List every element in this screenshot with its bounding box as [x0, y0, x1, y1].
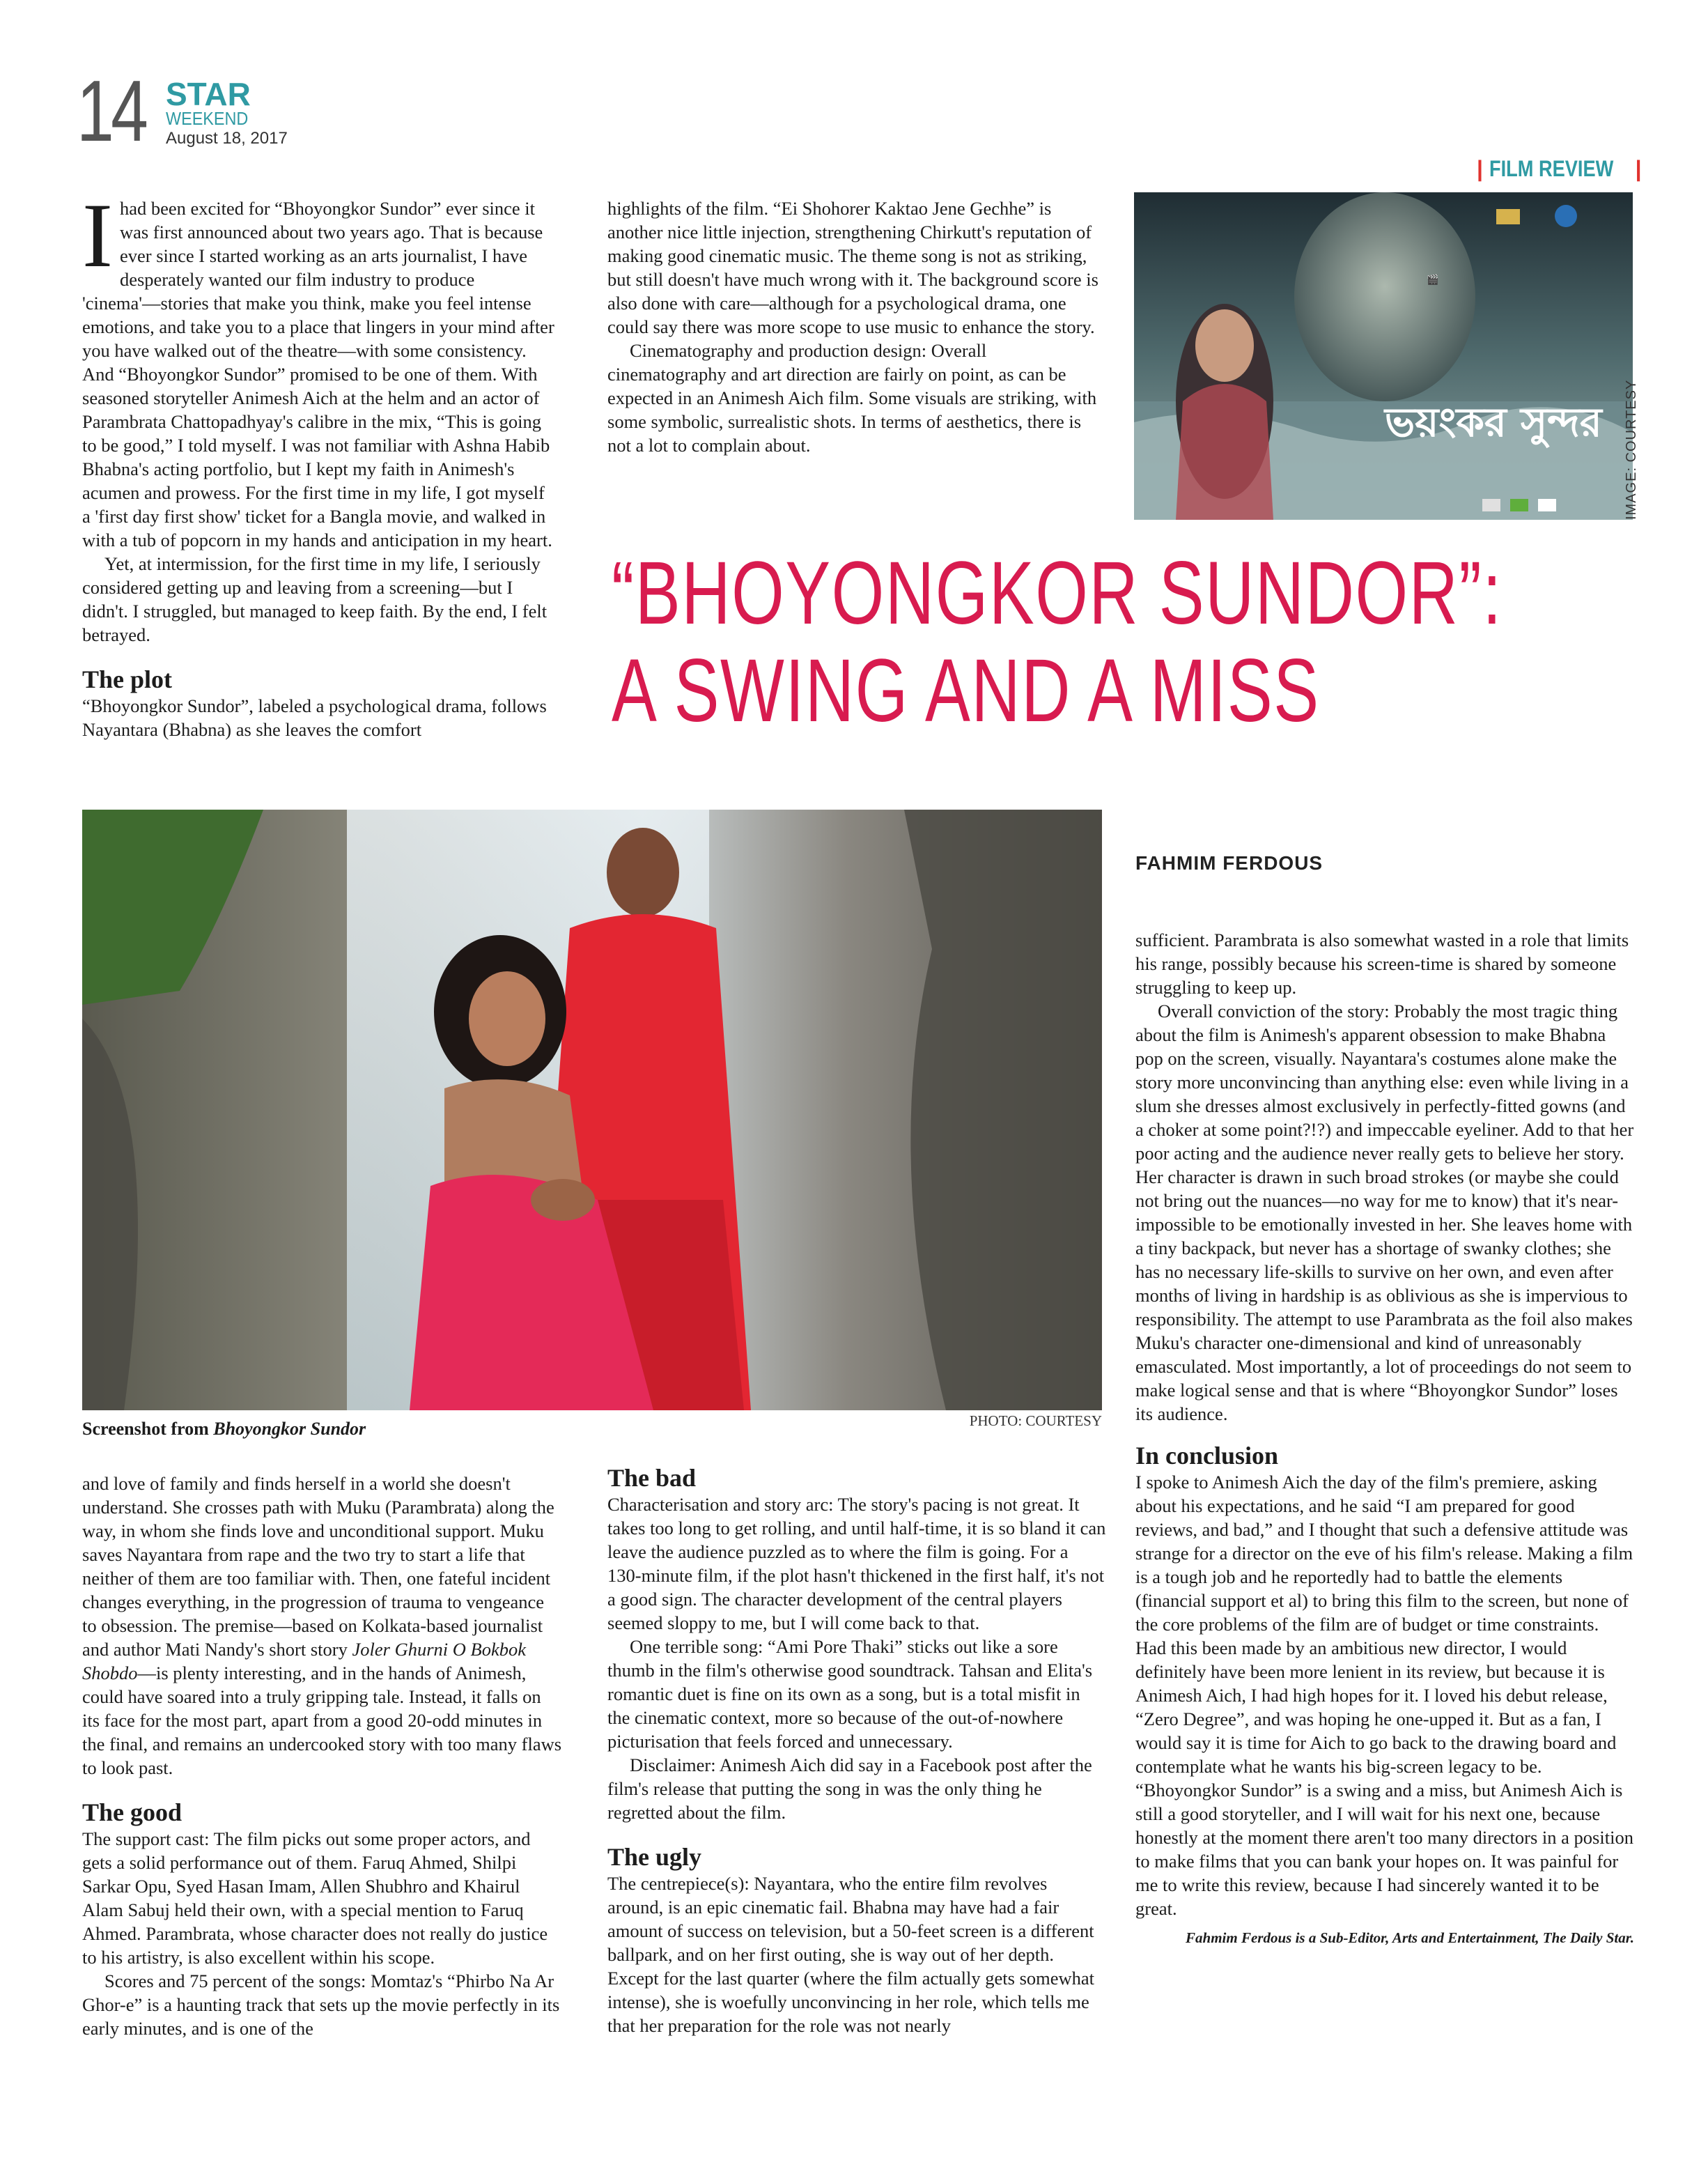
conclusion-heading: In conclusion [1135, 1442, 1279, 1470]
column-1-bottom [82, 1472, 563, 2040]
column-2-top [607, 196, 1102, 457]
col3-paragraph-2: Overall conviction of the story: Probably the most tragic thing about the film is Animesh's apparent obsession to make Bhabna pop on the screen, visually. Nayantara's costumes alone make the story more unconvincing than anything else: even while living in a slum she dresses almost exclusively in perfectly-fitted gowns (and a choker at some point?!?) and impeccable eyeliner. Add to that her poor acting and the audience never really gets to believe her story. Her character is drawn in such broad strokes (or maybe she could not bring out the nuances—no way for me to know) that it's near-impossible to be emotionally invested in her. She leaves home with a tiny backpack, but never has a shortage of swanky clothes; she has no necessary life-skills to survive on her own, and even after months of living in hardship is as oblivious as she is impervious to responsibility. The attempt to use Parambrata as the foil also makes Muku's character one-dimensional and kind of unreasonably emasculated. Most importantly, a lot of proceedings do not seem to make logical sense and that is where “Bhoyongkor Sundor” loses its audience. [1135, 1001, 1634, 1424]
good-paragraph-1: The support cast: The film picks out some proper actors, and gets a solid performance out of them. Faruq Ahmed, Shilpi Sarkar Opu, Syed Hasan Imam, Allen Shubhro and Khairul Alam Sabuj held their own, with a special mention to Faruq Ahmed. Parambrata, whose character does not really do justice to his artistry, is also excellent within his scope. [82, 1828, 548, 1968]
plot-cont-a: and love of family and finds herself in a world she doesn't understand. She crosses path with Muku (Parambrata) along the way, in whom she finds love and unconditional support. Muku saves Nayantara from rape and the two try to start a life that neither of them are too familiar with. Then, one fateful incident changes everything, in the progression of trauma to vengeance to obsession. The premise—based on Kolkata-based journalist and author Mati Nandy's short story [82, 1473, 554, 1660]
headline-line-2: A SWING AND A MISS [612, 641, 1320, 741]
brand-weekend: WEEKEND [166, 108, 249, 129]
intro-paragraph-1 [82, 184, 556, 552]
bad-paragraph-3: Disclaimer: Animesh Aich did say in a Facebook post after the film's release that putting the song in was the only thing he regretted about the film. [607, 1754, 1092, 1823]
good-paragraph-2: Scores and 75 percent of the songs: Momtaz's “Phirbo Na Ar Ghor-e” is a haunting track that sets up the movie perfectly in its early minutes, and is one of the [82, 1970, 560, 2039]
poster-title: ভয়ংকর সুন্দর [1385, 399, 1602, 446]
brand-star: STAR [166, 76, 251, 112]
poster-credit-text: IMAGE: COURTESY [1624, 379, 1639, 520]
author-note: Fahmim Ferdous is a Sub-Editor, Arts and Entertainment, The Daily Star. [1186, 1929, 1634, 1946]
column-2-bottom [607, 1463, 1106, 2037]
main-photo [82, 810, 1102, 1410]
conclusion-paragraph: I spoke to Animesh Aich the day of the film's premiere, asking about his expectations, and he said “I am prepared for good reviews, and bad,” and I thought that such a defensive attitude was strange for a director on the eve of his film's release. Making a film is a tough job and he reportedly had to battle the elements (financial support et al) to bring this film to the screen, but none of the core problems of the film are of budget or time constraints. Had this been made by an ambitious new director, I would definitely have been more lenient in its review, but because it is Animesh Aich, I had high hopes for it. I loved his debut release, “Zero Degree”, and was hoping he one-upped it. But as a fan, I would say it is time for Aich to go back to the drawing board and contemplate what he wants his big-screen legacy to be. “Bhoyongkor Sundor” is a swing and a miss, but Animesh Aich is still a good storyteller, and I will wait for his next one, because honestly at the moment there aren't too many directors in a position to make films that you can bank your hopes on. It was painful for me to write this review, because I had sincerely wanted it to be great. [1135, 1472, 1633, 1919]
photo-caption-title: Bhoyongkor Sundor [213, 1419, 366, 1439]
main-photo-illustration [82, 810, 1102, 1410]
section-label-text: FILM REVIEW [1489, 156, 1614, 181]
intro-p1-text: had been excited for “Bhoyongkor Sundor” ever since it was first announced about two years ago. That is because ever since I started working as an arts journalist, I have desperately wanted our film industry to produce 'cinema'—stories that make you think, make you feel intense emotions, and take you to a place that lingers in your mind after you have walked out of the theatre—with some consistency. And “Bhoyongkor Sundor” promised to be one of them. With seasoned storyteller Animesh Aich at the helm and an actor of Parambrata Chattopadhyay's calibre in the mix, “This is going to be good,” I told myself. I was not familiar with Ashna Habib Bhabna's acting portfolio, but I kept my faith in Animesh's acumen and prowess. For the first time in my life, I got myself a 'first day first show' ticket for a Bangla movie, and walked in with a tub of popcorn in my hands and anticipation in my heart. [82, 198, 554, 550]
plot-cont-title: Joler Ghurni O Bokbok Shobdo [82, 1639, 526, 1683]
bad-paragraph-2: One terrible song: “Ami Pore Thaki” sticks out like a sore thumb in the film's otherwise good soundtrack. Tahsan and Elita's romantic duet is fine on its own as a song, but is a total misfit in the cinematic context, more so because of the out-of-nowhere picturisation that feels forced and unnecessary. [607, 1636, 1093, 1752]
cinematography-paragraph: Cinematography and production design: Overall cinematography and art direction are fairly on point, as can be expected in an Animesh Aich film. Some visuals are striking, with some symbolic, surrealistic shots. In terms of aesthetics, there is not a lot to complain about. [607, 340, 1097, 456]
plot-heading: The plot [82, 665, 173, 693]
intro-block [82, 184, 556, 741]
page-number: 14 [77, 63, 146, 160]
dropcap: I [82, 184, 113, 286]
photo-credit: PHOTO: COURTESY [969, 1412, 1102, 1429]
ugly-heading: The ugly [607, 1843, 702, 1871]
column-3 [1135, 928, 1634, 1947]
plot-cont-b: —is plenty interesting, and in the hands of Animesh, could have soared into a truly gripping tale. Instead, it falls on its face for the most part, apart from a good 20-odd minutes in the final, and remains an undercooked story with too many flaws to look past. [82, 1663, 562, 1778]
plot-paragraph-start: “Bhoyongkor Sundor”, labeled a psychological drama, follows Nayantara (Bhabna) as she leaves the comfort [82, 695, 547, 740]
headline-line-1: “BHOYONGKOR SUNDOR”: [612, 543, 1503, 643]
plot-paragraph-continued [82, 1472, 563, 1780]
poster-credit [1623, 192, 1640, 520]
col3-paragraph-1: sufficient. Parambrata is also somewhat wasted in a role that limits his range, possibly because his screen-time is shared by someone struggling to keep up. [1135, 929, 1629, 998]
byline: FAHMIM FERDOUS [1135, 852, 1323, 874]
section-label: | FILM REVIEW | [1477, 156, 1642, 181]
songs-continued-paragraph: highlights of the film. “Ei Shohorer Kaktao Jene Gechhe” is another nice little injection, strengthening Chirkutt's reputation of making good cinematic music. The theme song is not as striking, but still doesn't have much wrong with it. The background score is also done with care—although for a psychological drama, one could say there was more scope to use music to enhance the story. [607, 198, 1098, 337]
poster-illustration [1134, 192, 1633, 520]
photo-caption [82, 1417, 709, 1441]
svg-text:🎬: 🎬 [1427, 275, 1439, 286]
intro-paragraph-2: Yet, at intermission, for the first time in my life, I seriously considered getting up and leaving from a screening—but I didn't. I struggled, but managed to keep faith. By the end, I felt betrayed. [82, 553, 548, 645]
photo-caption-prefix: Screenshot from [82, 1419, 214, 1439]
film-poster [1134, 192, 1633, 520]
bad-paragraph-1: Characterisation and story arc: The story's pacing is not great. It takes too long to get rolling, and until half-time, it is so bland it can leave the audience puzzled as to where the film is going. For a 130-minute film, if the plot hasn't thickened in the first half, it's not a good sign. The character development of the central players seemed sloppy to me, but I will come back to that. [607, 1494, 1106, 1633]
ugly-paragraph-1: The centrepiece(s): Nayantara, who the entire film revolves around, is an epic cinematic fail. Bhabna may have had a fair amount of success on television, but a 50-feet screen is a different ballpark, and on her first outing, she is way out of her depth. Except for the last quarter (where the film actually gets somewhat intense), she is woefully unconvincing in her role, which tells me that her preparation for the role was not nearly [607, 1873, 1095, 2036]
headline [612, 543, 1503, 741]
bad-heading: The bad [607, 1464, 697, 1492]
issue-date: August 18, 2017 [166, 129, 288, 148]
good-heading: The good [82, 1798, 183, 1826]
